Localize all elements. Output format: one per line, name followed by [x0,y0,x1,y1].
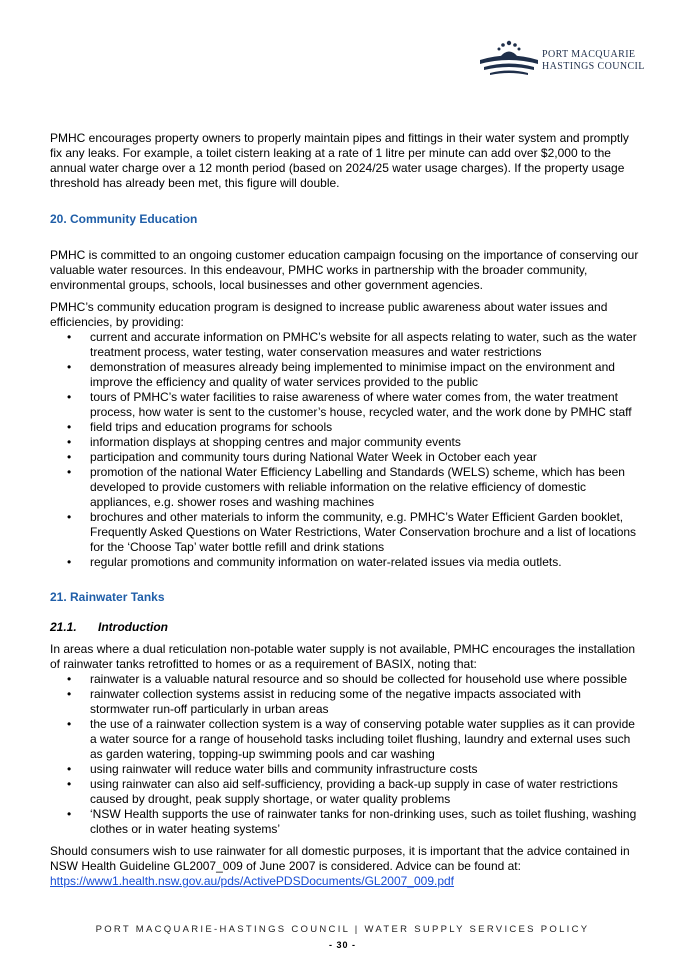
subheading-introduction [50,620,640,635]
logo-line-2: HASTINGS COUNCIL [542,61,645,72]
subheading-number: 21.1. [50,620,77,634]
council-logo [478,38,653,78]
list-item: • brochures and other materials to inform the community, e.g. PMHC’s Water Efficient Garden booklet, Frequently Asked Questions on Water Restrictions, Water Conservation brochure and a list of locations for the ‘Choose Tap’ water bottle refill and drink stations [50,510,640,555]
list-item: • information displays at shopping centres and major community events [50,435,640,450]
list-item: • using rainwater will reduce water bills and community infrastructure costs [50,762,640,777]
list-item: • current and accurate information on PMHC’s website for all aspects relating to water, such as the water treatment process, water testing, water conservation measures and water restrictions [50,330,640,360]
list-item: • demonstration of measures already being implemented to minimise impact on the environment and improve the efficiency and quality of water services provided to the public [50,360,640,390]
list-item: • ‘NSW Health supports the use of rainwater tanks for non-drinking uses, such as toilet flushing, washing clothes or in water heating systems’ [50,807,640,837]
community-education-paragraph-2: PMHC’s community education program is designed to increase public awareness about water issues and efficiencies, by providing: [50,300,608,329]
list-item: • rainwater collection systems assist in reducing some of the negative impacts associated with stormwater run-off particularly in urban areas [50,687,640,717]
council-emblem-icon [478,38,540,78]
rainwater-paragraph-1: In areas where a dual reticulation non-potable water supply is not available, PMHC encourages the installation of rainwater tanks retrofitted to homes or as a requirement of BASIX, noting that: [50,642,636,671]
list-item: • the use of a rainwater collection system is a way of conserving potable water supplies as it can provide a water source for a range of household tasks including toilet flushing, laundry and external uses such as garden watering, topping-up swimming pools and car washing [50,717,640,762]
list-item: • regular promotions and community information on water-related issues via media outlets. [50,555,640,570]
list-item: • rainwater is a valuable natural resource and so should be collected for household use where possible [50,672,640,687]
community-education-list [50,330,640,570]
logo-line-1: PORT MACQUARIE [542,49,636,60]
heading-rainwater-tanks: 21. Rainwater Tanks [50,590,165,604]
list-item: • field trips and education programs for schools [50,420,640,435]
rainwater-paragraph-2: Should consumers wish to use rainwater for all domestic purposes, it is important that the advice contained in NSW Health Guideline GL2007_009 of June 2007 is considered. Advice can be found at: [50,844,630,873]
page-number: - 30 - [328,940,356,950]
intro-paragraph: PMHC encourages property owners to properly maintain pipes and fittings in their water system and promptly fix any leaks. For example, a toilet cistern leaking at a rate of 1 litre per minute can add over $2,000 to the annual water charge over a 12 month period (based on 2024/25 water usage charges). If the property usage threshold has already been met, this figure will double. [50,131,629,190]
heading-community-education: 20. Community Education [50,212,198,226]
list-item: • tours of PMHC’s water facilities to raise awareness of where water comes from, the water treatment process, how water is sent to the customer’s house, recycled water, and the work done by PMHC staff [50,390,640,420]
community-education-paragraph-1: PMHC is committed to an ongoing customer education campaign focusing on the importance of conserving our valuable water resources. In this endeavour, PMHC works in partnership with the broader community, environmental groups, schools, local businesses and other government agencies. [50,248,639,292]
list-item: • participation and community tours during National Water Week in October each year [50,450,640,465]
subheading-title: Introduction [98,620,168,634]
rainwater-list [50,672,640,837]
list-item: • using rainwater can also aid self-sufficiency, providing a back-up supply in case of water restrictions caused by drought, peak supply shortage, or water quality problems [50,777,640,807]
document-body [50,131,640,889]
footer-text: PORT MACQUARIE-HASTINGS COUNCIL | WATER SUPPLY SERVICES POLICY [95,924,590,935]
nsw-health-guideline-link[interactable]: https://www1.health.nsw.gov.au/pds/ActivePDSDocuments/GL2007_009.pdf [50,874,455,888]
list-item: • promotion of the national Water Efficiency Labelling and Standards (WELS) scheme, which has been developed to provide customers with reliable information on the relative efficiency of domestic appliances, e.g. shower roses and washing machines [50,465,640,510]
